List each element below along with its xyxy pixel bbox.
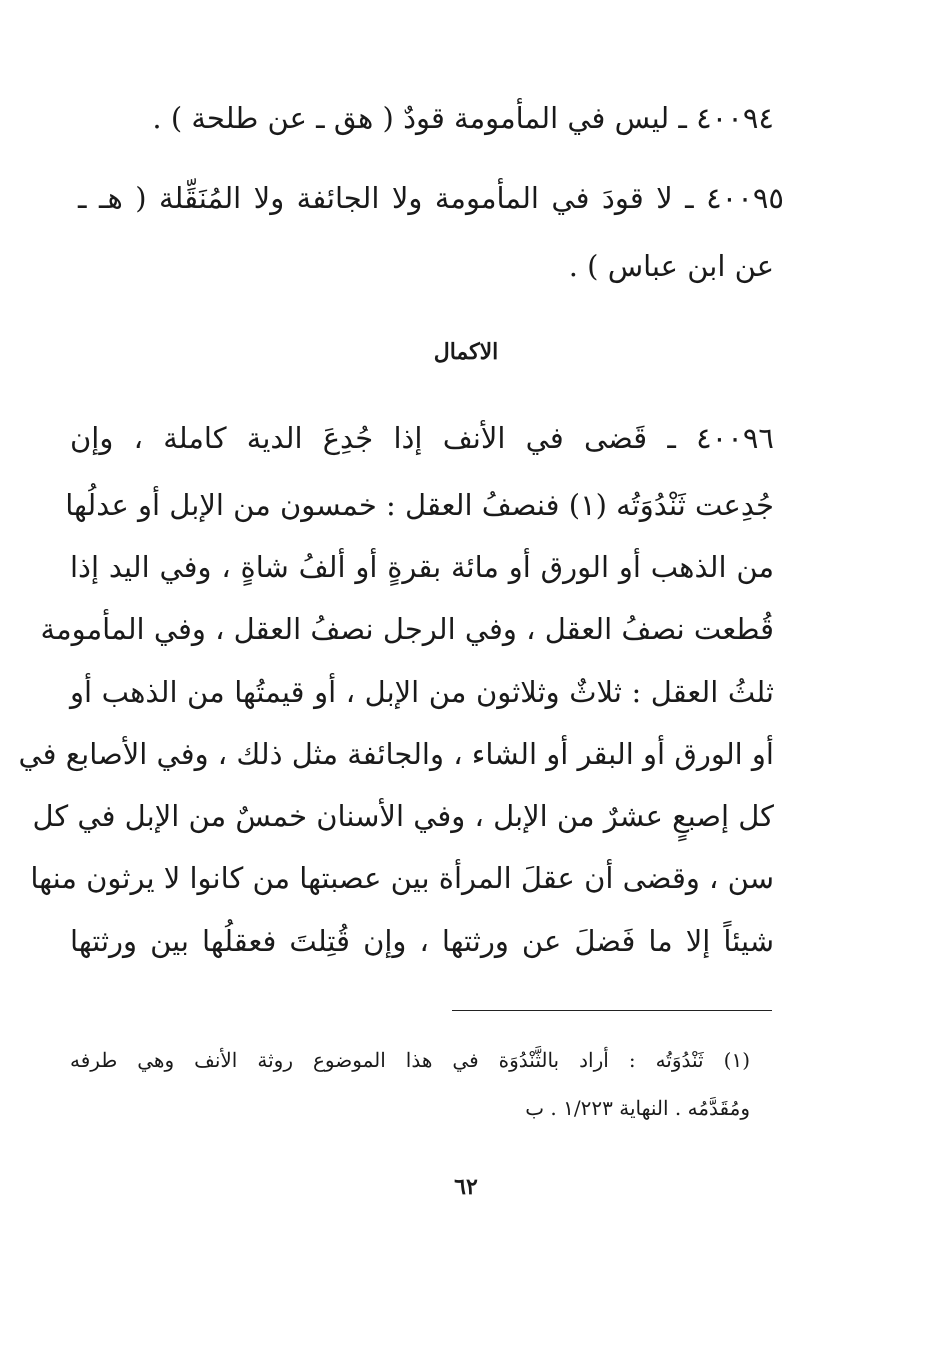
hadith-40095-line-2: عن ابن عباس ) . — [568, 249, 774, 283]
footnote-line-1: (١) ثَنْدُوَتُه : أراد بالثَّنْدُوَة في هذا الموضوع روثة الأنف وهي طرفه — [70, 1048, 750, 1072]
hadith-40096-line: شيئاً إلا ما فَضلَ عن ورثتها ، وإن قُتِلتَ فعقلُها بين ورثتها — [70, 924, 774, 958]
hadith-40094: ٤٠٠٩٤ ـ ليس في المأمومة قودٌ ( هق ـ عن طلحة ) . — [152, 101, 774, 135]
footnote-line-2: ومُقَدَّمُه . النهاية ١/٢٢٣ . ب — [525, 1096, 750, 1120]
footnote-divider — [452, 1010, 772, 1011]
hadith-40096-line: من الذهب أو الورق أو مائة بقرةٍ أو ألفُ شاةٍ ، وفي اليد إذا — [70, 550, 774, 584]
hadith-40096-line: ٤٠٠٩٦ ـ قَضى في الأنف إذا جُدِعَ الدية كاملة ، وإن — [70, 421, 774, 455]
section-heading: الاكمال — [433, 339, 499, 365]
hadith-40096-line: قُطعت نصفُ العقل ، وفي الرجل نصفُ العقل ، وفي المأمومة — [40, 612, 774, 646]
hadith-40096-line: ثلثُ العقل : ثلاثٌ وثلاثون من الإبل ، أو قيمتُها من الذهب أو — [70, 675, 774, 709]
hadith-40096-line: كل إصبعٍ عشرٌ من الإبل ، وفي الأسنان خمسٌ من الإبل في كل — [32, 799, 774, 833]
hadith-40095-line-1: ٤٠٠٩٥ ـ لا قودَ في المأمومة ولا الجائفة ولا المُنَقِّلة ( هـ ـ — [78, 181, 784, 215]
hadith-40096-line: أو الورق أو البقر أو الشاء ، والجائفة مثل ذلك ، وفي الأصابع في — [18, 737, 774, 771]
hadith-40096-line: جُدِعت ثَنْدُوَتُه (١) فنصفُ العقل : خمسون من الإبل أو عدلُها — [65, 488, 774, 522]
hadith-40096-line: سن ، وقضى أن عقلَ المرأة بين عصبتها من كانوا لا يرثون منها — [30, 861, 774, 895]
page-number: ٦٢ — [454, 1174, 478, 1200]
